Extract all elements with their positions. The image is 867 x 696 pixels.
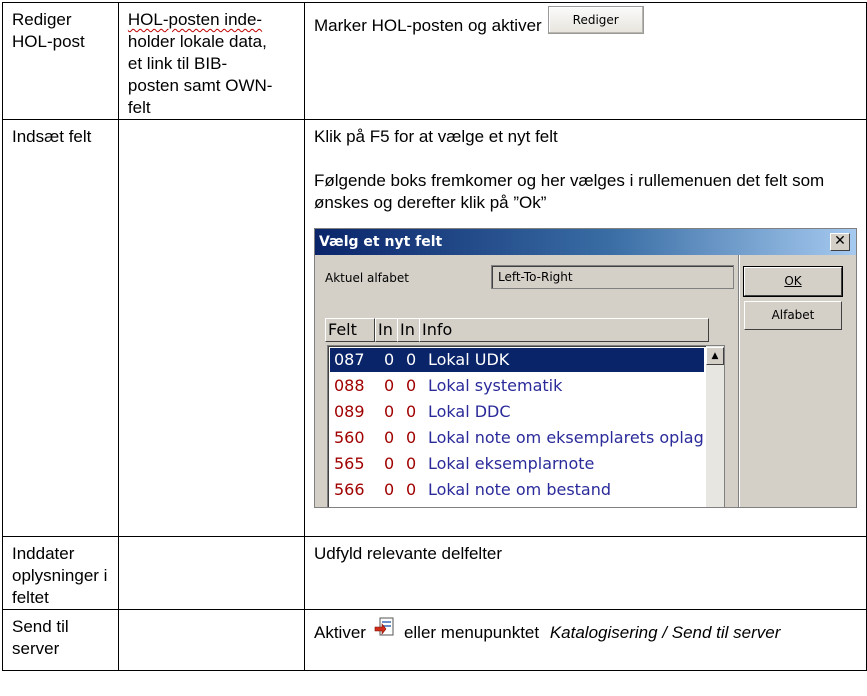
- item-felt: 088: [333, 376, 365, 395]
- dialog-titlebar: [315, 229, 856, 255]
- item-in1: 0: [383, 402, 395, 421]
- list-item[interactable]: [330, 452, 704, 476]
- item-info: Lokal systematik: [427, 376, 563, 395]
- instruction-text: Klik på F5 for at vælge et nyt felt: [313, 127, 558, 146]
- column-header-info[interactable]: Info: [419, 318, 709, 342]
- select-field-dialog: [314, 228, 857, 508]
- description-cell: [118, 610, 304, 671]
- description-cell: [118, 120, 304, 537]
- item-in2: 0: [405, 402, 417, 421]
- instruction-text: Marker HOL-posten og aktiver: [313, 16, 542, 35]
- action-label: Rediger HOL-post: [12, 10, 85, 51]
- ok-button[interactable]: [744, 267, 842, 296]
- column-header-in2[interactable]: In: [397, 318, 420, 342]
- item-info: Lokal note om eksemplarets oplag: [427, 428, 704, 447]
- description-cell: [118, 3, 304, 120]
- alfabet-button[interactable]: [744, 301, 842, 330]
- item-in2: 0: [405, 454, 417, 473]
- item-in1: 0: [383, 480, 395, 499]
- close-icon[interactable]: ✕: [830, 233, 850, 251]
- action-label: Send til server: [12, 617, 69, 658]
- instruction-text: Følgende boks fremkomer og her vælges i rullemenuen det felt som ønskes og derefter klik på ”Ok”: [313, 171, 825, 212]
- instruction-text: Aktiver: [313, 623, 366, 642]
- dialog-title: Vælg et nyt felt: [318, 234, 443, 250]
- scroll-up-icon[interactable]: ▲: [706, 347, 724, 365]
- alfabet-button-label: Alfabet: [771, 308, 815, 322]
- desc-line: et link til BIB-: [127, 54, 228, 73]
- item-felt: 565: [333, 454, 365, 473]
- column-header-felt[interactable]: Felt: [325, 318, 375, 342]
- action-cell: [3, 120, 119, 537]
- action-cell: [3, 610, 119, 671]
- action-cell: [3, 537, 119, 610]
- instruction-cell: [304, 120, 866, 537]
- desc-line: felt: [127, 98, 151, 117]
- item-felt: 566: [333, 480, 365, 499]
- ok-button-label: OK: [784, 274, 802, 288]
- item-in1: 0: [383, 350, 395, 369]
- item-felt: 089: [333, 402, 365, 421]
- item-in1: 0: [383, 454, 395, 473]
- item-in2: 0: [405, 376, 417, 395]
- item-info: Lokal eksemplarnote: [427, 454, 595, 473]
- instruction-text: Udfyld relevante delfelter: [313, 544, 503, 563]
- list-item[interactable]: [330, 478, 704, 502]
- alphabet-value-field: Left-To-Right: [491, 265, 734, 289]
- item-in2: 0: [405, 428, 417, 447]
- description-cell: [118, 537, 304, 610]
- desc-line: HOL-posten inde-: [127, 10, 263, 29]
- item-in1: 0: [383, 428, 395, 447]
- desc-line: holder lokale data,: [127, 32, 267, 51]
- action-cell: [3, 3, 119, 120]
- desc-line: posten samt OWN-: [127, 76, 273, 95]
- divider: [738, 255, 739, 508]
- list-item[interactable]: [330, 374, 704, 398]
- item-in2: 0: [405, 350, 417, 369]
- item-felt: 087: [333, 350, 365, 369]
- item-in2: 0: [405, 480, 417, 499]
- instruction-text: eller menupunktet: [403, 623, 540, 642]
- instruction-cell: [304, 537, 866, 610]
- list-item[interactable]: [330, 400, 704, 424]
- item-felt: 560: [333, 428, 365, 447]
- list-scrollbar[interactable]: [706, 346, 724, 508]
- send-to-server-icon[interactable]: [374, 616, 396, 638]
- field-list[interactable]: [327, 345, 725, 508]
- list-item[interactable]: [330, 348, 704, 372]
- item-in1: 0: [383, 376, 395, 395]
- instruction-table: [2, 2, 867, 671]
- list-header: [325, 318, 705, 342]
- item-info: Lokal UDK: [427, 350, 510, 369]
- alphabet-label: Aktuel alfabet: [324, 271, 409, 285]
- menu-path: Katalogisering / Send til server: [549, 623, 781, 642]
- item-info: Lokal note om bestand: [427, 480, 612, 499]
- rediger-button[interactable]: Rediger: [548, 6, 644, 34]
- list-item[interactable]: [330, 426, 704, 450]
- item-info: Lokal DDC: [427, 402, 511, 421]
- column-header-in1[interactable]: In: [375, 318, 398, 342]
- instruction-cell: [304, 3, 866, 120]
- action-label: Inddater oplysninger i feltet: [12, 544, 108, 607]
- action-label: Indsæt felt: [12, 127, 92, 146]
- instruction-cell: [304, 610, 866, 671]
